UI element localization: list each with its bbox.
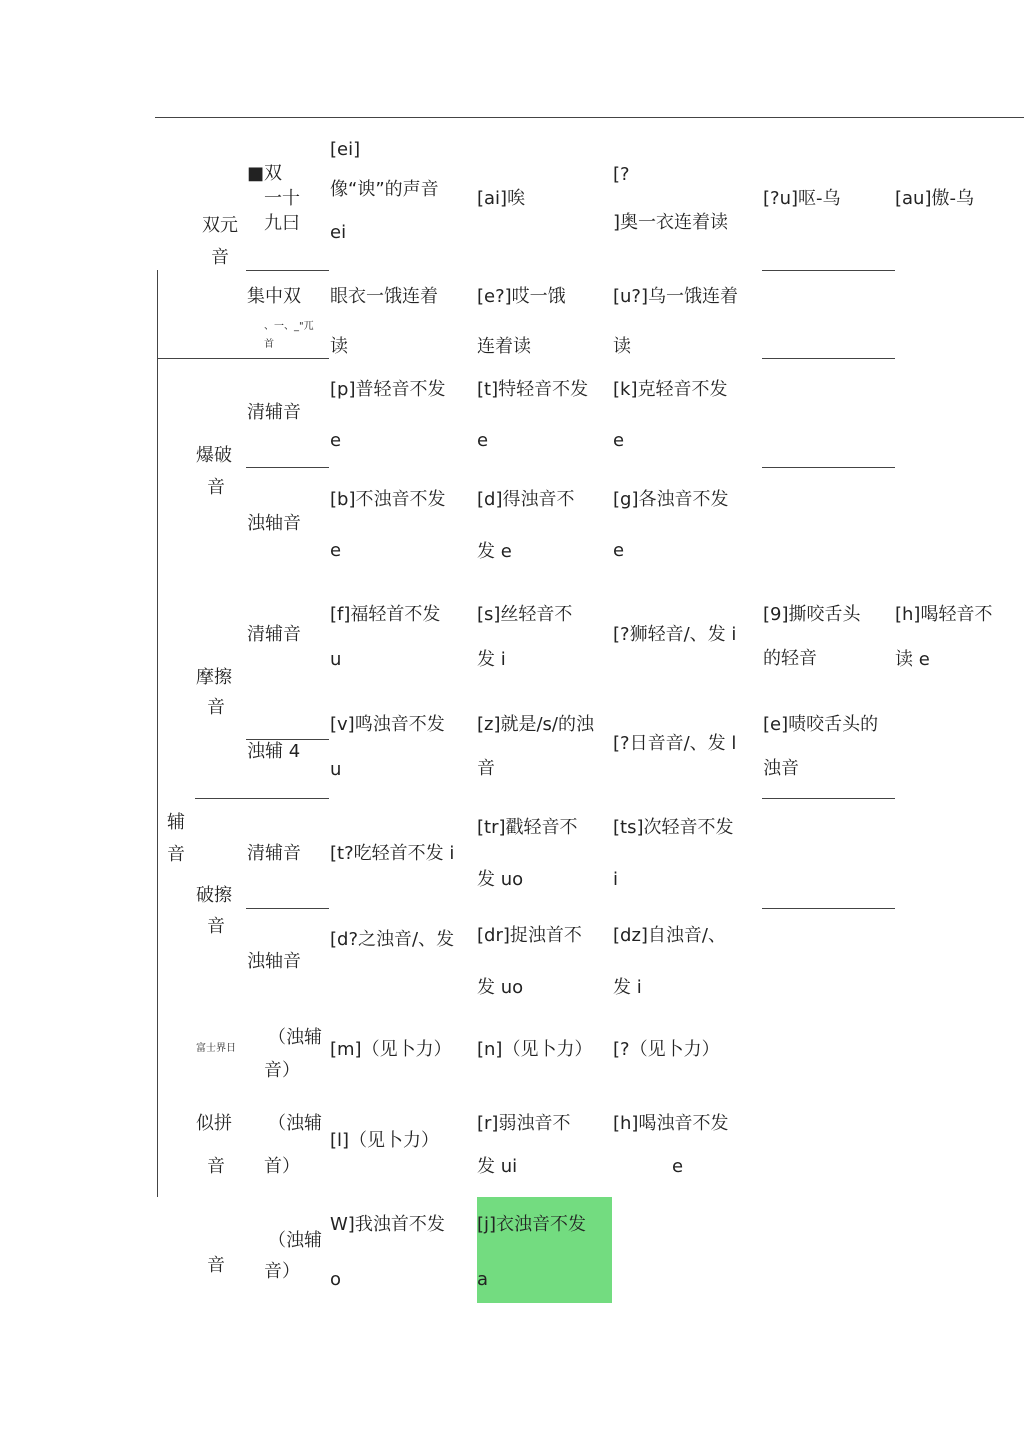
nasal-sub-line1: （浊辅 (268, 1027, 322, 1048)
cell-ai: [ai]唉 (477, 188, 526, 209)
plosive-category-line1: 爆破 (196, 445, 232, 466)
affricate-voiced-label: 浊轴音 (247, 951, 301, 972)
rule-r1-sub (246, 270, 329, 271)
cell-th-line2: 的轻音 (763, 648, 817, 669)
cell-dz-line2: 发 i (613, 977, 642, 998)
cell-ei-line1: [ei] (330, 139, 361, 160)
cell-th-line1: [9]撕咬舌头 (763, 604, 861, 625)
rule-fricative-sub (246, 739, 329, 740)
fricative-voiced-label: 浊辅 4 (247, 741, 301, 762)
cell-t-line1: [t]特轻音不发 (477, 379, 589, 400)
cell-p-line1: [p]普轻音不发 (330, 379, 446, 400)
cell-ua-line1: [u?]乌一饿连着 (613, 286, 739, 307)
cell-s-line1: [s]丝轻音不 (477, 604, 573, 625)
cell-ou: [?u]呕-乌 (763, 188, 841, 209)
rule-r1-right (762, 270, 895, 271)
cell-dr-line2: 发 uo (477, 977, 524, 998)
fricative-category-line2: 音 (207, 697, 225, 718)
cell-g-line1: [g]各浊音不发 (613, 489, 729, 510)
lateral-sub-line2: 首） (264, 1156, 300, 1177)
cell-ua-line2: 读 (613, 336, 631, 357)
cell-v-line1: [v]鸣浊音不发 (330, 714, 445, 735)
cell-b-line2: e (330, 540, 342, 561)
affricate-category-line1: 破擦 (196, 885, 232, 906)
cell-zh: [?日音音/、发 l (613, 733, 737, 754)
cell-w-line1: W]我浊首不发 (330, 1214, 445, 1235)
cell-oi-line1: [? (613, 164, 630, 185)
fricative-voiceless-label: 清辅音 (247, 624, 301, 645)
rule-fricative-end (195, 798, 329, 799)
semivowel-sub-line1: （浊辅 (268, 1230, 322, 1251)
cell-dh-line2: 浊音 (763, 758, 799, 779)
diphthong-category-line2: 音 (211, 247, 229, 268)
rule-vowels-end (157, 358, 329, 359)
fricative-category-line1: 摩擦 (196, 667, 232, 688)
cell-f-line1: [f]福轻首不发 (330, 604, 441, 625)
cell-ch: [t?吃轻首不发 i (330, 843, 455, 864)
cell-t-line2: e (477, 430, 489, 451)
cell-n: [n]（见卜力） (477, 1039, 593, 1060)
cell-k-line2: e (613, 430, 625, 451)
lateral-category-line1: 似拼 (196, 1113, 232, 1134)
centering-sub-line1: 集中双 (247, 286, 301, 307)
cell-h2-line1: [h]喝浊音不发 (613, 1113, 729, 1134)
cell-au: [au]傲-乌 (895, 188, 974, 209)
semivowel-sub-line2: 音） (264, 1261, 300, 1282)
cell-tr-line1: [tr]戳轻音不 (477, 817, 578, 838)
nasal-category: 富士界日 (196, 1043, 236, 1054)
lateral-category-line2: 音 (207, 1156, 225, 1177)
cell-tr-line2: 发 uo (477, 869, 524, 890)
centering-sub-line3: 首 (264, 339, 274, 350)
affricate-voiceless-label: 清辅音 (247, 843, 301, 864)
rule-affricate-sub (246, 908, 329, 909)
cell-b-line1: [b]不浊音不发 (330, 489, 446, 510)
left-border (157, 270, 158, 1197)
cell-l: [l]（见卜力） (330, 1130, 440, 1151)
diphthong-category-line1: 双元 (202, 215, 238, 236)
cell-d-line1: [d]得浊音不 (477, 489, 575, 510)
cell-j-line2: a (477, 1269, 489, 1290)
rule-plosive-right (762, 467, 895, 468)
highlighted-cell (477, 1197, 612, 1303)
cell-ts-line2: i (613, 869, 619, 890)
top-rule (155, 117, 1024, 118)
cell-p-line2: e (330, 430, 342, 451)
cell-v-line2: u (330, 759, 342, 780)
cell-z-line1: [z]就是/s/的浊 (477, 714, 594, 735)
cell-ei-line2: 像“谀”的声音 (330, 179, 439, 200)
plosive-category-line2: 音 (207, 477, 225, 498)
cell-sh: [?狮轻音/、发 i (613, 624, 737, 645)
cell-h2-line2: e (672, 1156, 684, 1177)
cell-d-line2: 发 e (477, 541, 512, 562)
diphthong-sub-line2: 一十 (264, 188, 300, 209)
plosive-voiced-label: 浊轴音 (247, 513, 301, 534)
plosive-voiceless-label: 清辅音 (247, 402, 301, 423)
cell-m: [m]（见卜力） (330, 1039, 452, 1060)
centering-sub-line2: 、一、_"兀 (264, 321, 314, 332)
rule-r2-right (762, 358, 895, 359)
cell-ia-line1: 眼衣一饿连着 (330, 286, 438, 307)
cell-g-line2: e (613, 540, 625, 561)
cell-r-line2: 发 ui (477, 1156, 518, 1177)
cell-ng: [?（见卜力） (613, 1039, 720, 1060)
nasal-sub-line2: 音） (264, 1060, 300, 1081)
cell-r-line1: [r]弱浊音不 (477, 1113, 571, 1134)
cell-dzh: [d?之浊音/、发 (330, 929, 455, 950)
diphthong-sub-line3: 九曰 (264, 213, 300, 234)
affricate-category-line2: 音 (207, 916, 225, 937)
cell-ei-line3: ei (330, 222, 347, 243)
cell-j-line1: [j]衣浊音不发 (477, 1214, 587, 1235)
cell-h-line2: 读 e (895, 649, 930, 670)
cell-h-line1: [h]喝轻音不 (895, 604, 993, 625)
cell-dr-line1: [dr]捉浊首不 (477, 925, 582, 946)
cell-s-line2: 发 i (477, 649, 506, 670)
lateral-sub-line1: （浊辅 (268, 1113, 322, 1134)
cell-f-line2: u (330, 649, 342, 670)
rule-affricate-right (762, 908, 895, 909)
cell-oi-line2: ]奥一衣连着读 (613, 212, 729, 233)
semivowel-category: 音 (207, 1255, 225, 1276)
consonant-category-line1: 辅 (167, 812, 185, 833)
cell-z-line2: 音 (477, 758, 495, 779)
diphthong-sub-line1: ■双 (247, 163, 283, 184)
cell-dh-line1: [e]啧咬舌头的 (763, 714, 879, 735)
cell-ts-line1: [ts]次轻音不发 (613, 817, 734, 838)
cell-ia-line2: 读 (330, 336, 348, 357)
cell-k-line1: [k]克轻音不发 (613, 379, 728, 400)
cell-dz-line1: [dz]自浊音/、 (613, 925, 726, 946)
consonant-category-line2: 音 (167, 844, 185, 865)
cell-ea-line2: 连着读 (477, 336, 531, 357)
rule-fricative-right (762, 798, 895, 799)
cell-w-line2: o (330, 1269, 342, 1290)
rule-plosive-sub (246, 467, 329, 468)
cell-ea-line1: [e?]哎一饿 (477, 286, 566, 307)
